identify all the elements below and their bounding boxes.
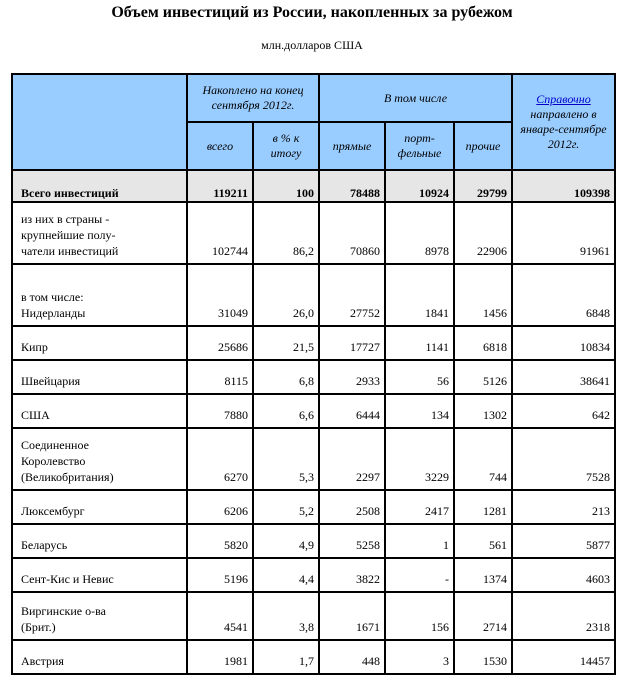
cell-reference: 4603 xyxy=(512,558,615,592)
row-label: Австрия xyxy=(12,640,187,674)
cell-direct: 6444 xyxy=(319,394,385,428)
row-label: Всего инвестиций xyxy=(12,170,187,202)
cell-direct: 2297 xyxy=(319,428,385,490)
cell-direct: 17727 xyxy=(319,326,385,360)
cell-other: 1302 xyxy=(454,394,512,428)
cell-reference: 109398 xyxy=(512,170,615,202)
row-label: Беларусь xyxy=(12,524,187,558)
cell-pct: 6,8 xyxy=(253,360,319,394)
cell-portfolio: 1841 xyxy=(385,264,454,326)
table-row xyxy=(12,360,615,394)
cell-total: 8115 xyxy=(187,360,253,394)
cell-total: 31049 xyxy=(187,264,253,326)
cell-portfolio: 134 xyxy=(385,394,454,428)
cell-pct: 26,0 xyxy=(253,264,319,326)
cell-total: 25686 xyxy=(187,326,253,360)
cell-direct: 1671 xyxy=(319,592,385,640)
header-other: прочие xyxy=(454,122,512,170)
cell-total: 119211 xyxy=(187,170,253,202)
cell-direct: 27752 xyxy=(319,264,385,326)
cell-total: 4541 xyxy=(187,592,253,640)
cell-portfolio: 3 xyxy=(385,640,454,674)
cell-other: 744 xyxy=(454,428,512,490)
cell-reference: 91961 xyxy=(512,202,615,264)
cell-portfolio: 10924 xyxy=(385,170,454,202)
cell-reference: 5877 xyxy=(512,524,615,558)
cell-total: 7880 xyxy=(187,394,253,428)
cell-pct: 21,5 xyxy=(253,326,319,360)
table-row xyxy=(12,428,615,490)
cell-portfolio: 2417 xyxy=(385,490,454,524)
header-accumulated: Накоплено на конец сентября 2012г. xyxy=(187,74,319,122)
cell-total: 6270 xyxy=(187,428,253,490)
cell-direct: 70860 xyxy=(319,202,385,264)
cell-direct: 2508 xyxy=(319,490,385,524)
reference-link[interactable]: Справочно xyxy=(536,92,591,106)
cell-reference: 2318 xyxy=(512,592,615,640)
row-label: США xyxy=(12,394,187,428)
cell-portfolio: 156 xyxy=(385,592,454,640)
cell-portfolio: 1 xyxy=(385,524,454,558)
cell-other: 5126 xyxy=(454,360,512,394)
table-row xyxy=(12,490,615,524)
cell-reference: 38641 xyxy=(512,360,615,394)
cell-total: 6206 xyxy=(187,490,253,524)
cell-pct: 5,3 xyxy=(253,428,319,490)
table-row xyxy=(12,394,615,428)
cell-portfolio: 3229 xyxy=(385,428,454,490)
page-subtitle: млн.долларов США xyxy=(261,38,363,52)
cell-other: 1456 xyxy=(454,264,512,326)
header-blank-cell xyxy=(12,74,187,170)
row-label: Люксембург xyxy=(12,490,187,524)
cell-total: 5820 xyxy=(187,524,253,558)
row-label: в том числе: Нидерланды xyxy=(12,264,187,326)
total-row xyxy=(12,170,615,202)
reference-text: направлено в январе-сентябре 2012г. xyxy=(520,107,607,151)
cell-direct: 448 xyxy=(319,640,385,674)
cell-direct: 2933 xyxy=(319,360,385,394)
cell-reference: 10834 xyxy=(512,326,615,360)
row-label: из них в страны - крупнейшие полу- чатели инвестиций xyxy=(12,202,187,264)
cell-other: 1281 xyxy=(454,490,512,524)
table-row xyxy=(12,592,615,640)
cell-pct: 4,9 xyxy=(253,524,319,558)
row-label: Соединенное Королевство (Великобритания) xyxy=(12,428,187,490)
investment-table xyxy=(11,73,616,675)
header-including: В том числе xyxy=(319,74,512,122)
header-direct: прямые xyxy=(319,122,385,170)
cell-other: 2714 xyxy=(454,592,512,640)
cell-reference: 6848 xyxy=(512,264,615,326)
cell-total: 1981 xyxy=(187,640,253,674)
cell-pct: 4,4 xyxy=(253,558,319,592)
cell-reference: 213 xyxy=(512,490,615,524)
header-total: всего xyxy=(187,122,253,170)
cell-pct: 86,2 xyxy=(253,202,319,264)
cell-portfolio: 1141 xyxy=(385,326,454,360)
cell-portfolio: 8978 xyxy=(385,202,454,264)
table-body xyxy=(12,170,615,674)
cell-pct: 6,6 xyxy=(253,394,319,428)
row-label: Швейцария xyxy=(12,360,187,394)
cell-other: 1530 xyxy=(454,640,512,674)
cell-other: 6818 xyxy=(454,326,512,360)
cell-reference: 7528 xyxy=(512,428,615,490)
cell-direct: 3822 xyxy=(319,558,385,592)
cell-reference: 642 xyxy=(512,394,615,428)
header-pct: в % к итогу xyxy=(253,122,319,170)
cell-other: 1374 xyxy=(454,558,512,592)
table-row xyxy=(12,326,615,360)
row-label: Кипр xyxy=(12,326,187,360)
cell-pct: 3,8 xyxy=(253,592,319,640)
cell-portfolio: 56 xyxy=(385,360,454,394)
cell-other: 561 xyxy=(454,524,512,558)
row-label: Сент-Кис и Невис xyxy=(12,558,187,592)
cell-portfolio: - xyxy=(385,558,454,592)
header-portfolio: порт-фельные xyxy=(385,122,454,170)
table-row xyxy=(12,202,615,264)
cell-pct: 1,7 xyxy=(253,640,319,674)
header-reference xyxy=(512,74,615,170)
table-row xyxy=(12,524,615,558)
cell-total: 102744 xyxy=(187,202,253,264)
cell-total: 5196 xyxy=(187,558,253,592)
cell-pct: 100 xyxy=(253,170,319,202)
cell-reference: 14457 xyxy=(512,640,615,674)
table-row xyxy=(12,640,615,674)
row-label: Виргинские о-ва (Брит.) xyxy=(12,592,187,640)
cell-other: 29799 xyxy=(454,170,512,202)
cell-direct: 5258 xyxy=(319,524,385,558)
table-row xyxy=(12,558,615,592)
page-title: Объем инвестиций из России, накопленных за рубежом xyxy=(111,4,513,21)
cell-other: 22906 xyxy=(454,202,512,264)
cell-direct: 78488 xyxy=(319,170,385,202)
cell-pct: 5,2 xyxy=(253,490,319,524)
table-row xyxy=(12,264,615,326)
